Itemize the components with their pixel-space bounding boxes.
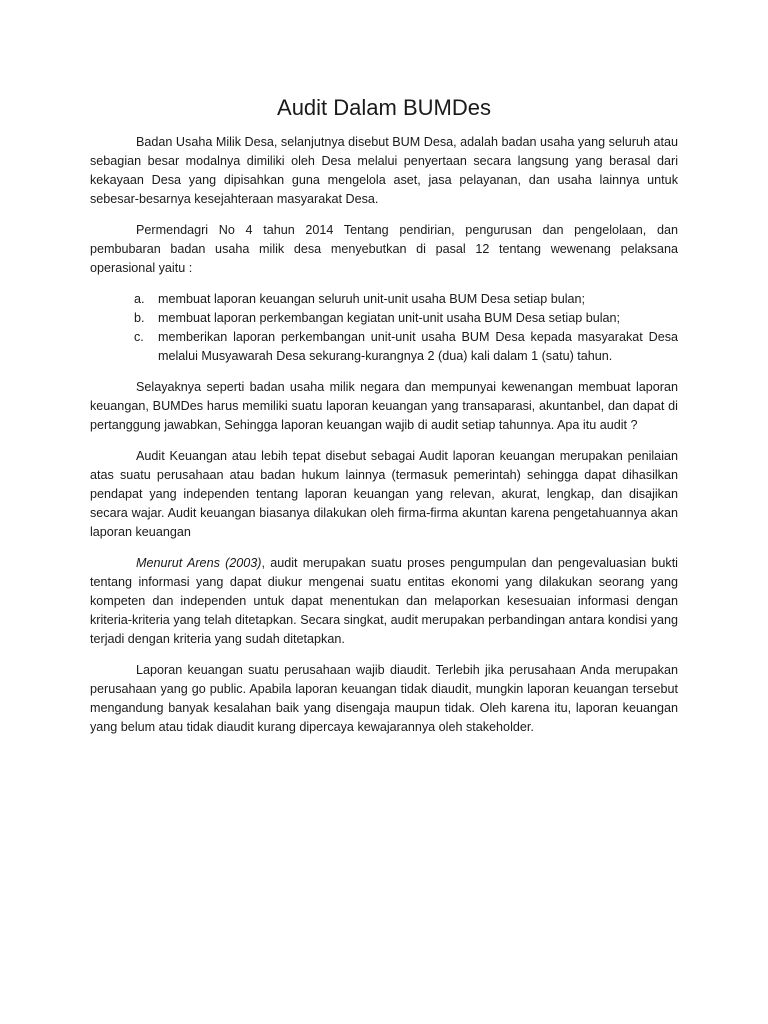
- list-item-text: membuat laporan perkembangan kegiatan unit-unit usaha BUM Desa setiap bulan;: [158, 311, 621, 325]
- list-marker: a.: [134, 292, 145, 306]
- list-item-text: membuat laporan keuangan seluruh unit-unit usaha BUM Desa setiap bulan;: [158, 292, 586, 306]
- document-body: [90, 133, 678, 749]
- list-item-text: memberikan laporan perkembangan unit-unit usaha BUM Desa kepada masyarakat Desa melalui Musyawarah Desa sekurang-kurangnya 2 (dua) kali dalam 1 (satu) tahun.: [158, 330, 678, 363]
- list-item: [90, 328, 678, 366]
- page-title: Audit Dalam BUMDes: [277, 95, 491, 120]
- paragraph-5-text: , audit merupakan suatu proses pengumpulan dan pengevaluasian bukti tentang informasi yang dapat diukur mengenai suatu entitas ekonomi yang dilakukan seorang yang kompeten dan independen untuk dapat menentukan dan melaporkan kesesuaian informasi dengan kriteria-kriteria yang telah ditetapkan. Secara singkat, audit merupakan perbandingan antara kondisi yang terjadi dengan kriteria yang sudah ditetapkan.: [90, 556, 678, 646]
- authority-list: [90, 290, 678, 366]
- paragraph-4: Audit Keuangan atau lebih tepat disebut sebagai Audit laporan keuangan merupakan penilaian atas suatu perusahaan atau badan hukum lainnya (termasuk pemerintah) sehingga dapat dihasilkan pendapat yang independen tentang laporan keuangan yang relevan, akurat, lengkap, dan disajikan secara wajar. Audit keuangan biasanya dilakukan oleh firma-firma akuntan karena pengetahuannya akan laporan keuangan: [90, 449, 678, 539]
- citation: Menurut Arens (2003): [136, 556, 262, 570]
- list-item: [90, 290, 678, 309]
- paragraph-6: Laporan keuangan suatu perusahaan wajib diaudit. Terlebih jika perusahaan Anda merupakan perusahaan yang go public. Apabila laporan keuangan tidak diaudit, mungkin laporan keuangan tersebut mengandung banyak kesalahan baik yang disengaja maupun tidak. Oleh karena itu, laporan keuangan yang belum atau tidak diaudit kurang dipercaya kewajarannya oleh stakeholder.: [90, 663, 678, 734]
- list-item: [90, 309, 678, 328]
- paragraph-2: Permendagri No 4 tahun 2014 Tentang pendirian, pengurusan dan pengelolaan, dan pembubaran badan usaha milik desa menyebutkan di pasal 12 tentang wewenang pelaksana operasional yaitu :: [90, 223, 678, 275]
- list-marker: c.: [134, 330, 144, 344]
- paragraph-3: Selayaknya seperti badan usaha milik negara dan mempunyai kewenangan membuat laporan keuangan, BUMDes harus memiliki suatu laporan keuangan yang transaparasi, akuntanbel, dan dapat di pertanggung jawabkan, Sehingga laporan keuangan wajib di audit setiap tahunnya. Apa itu audit ?: [90, 380, 678, 432]
- list-marker: b.: [134, 311, 145, 325]
- paragraph-1: Badan Usaha Milik Desa, selanjutnya disebut BUM Desa, adalah badan usaha yang seluruh atau sebagian besar modalnya dimiliki oleh Desa melalui penyertaan secara langsung yang berasal dari kekayaan Desa yang dipisahkan guna mengelola aset, jasa pelayanan, dan usaha lainnya untuk sebesar-besarnya kesejahteraan masyarakat Desa.: [90, 135, 678, 206]
- paragraph-5: [90, 554, 678, 649]
